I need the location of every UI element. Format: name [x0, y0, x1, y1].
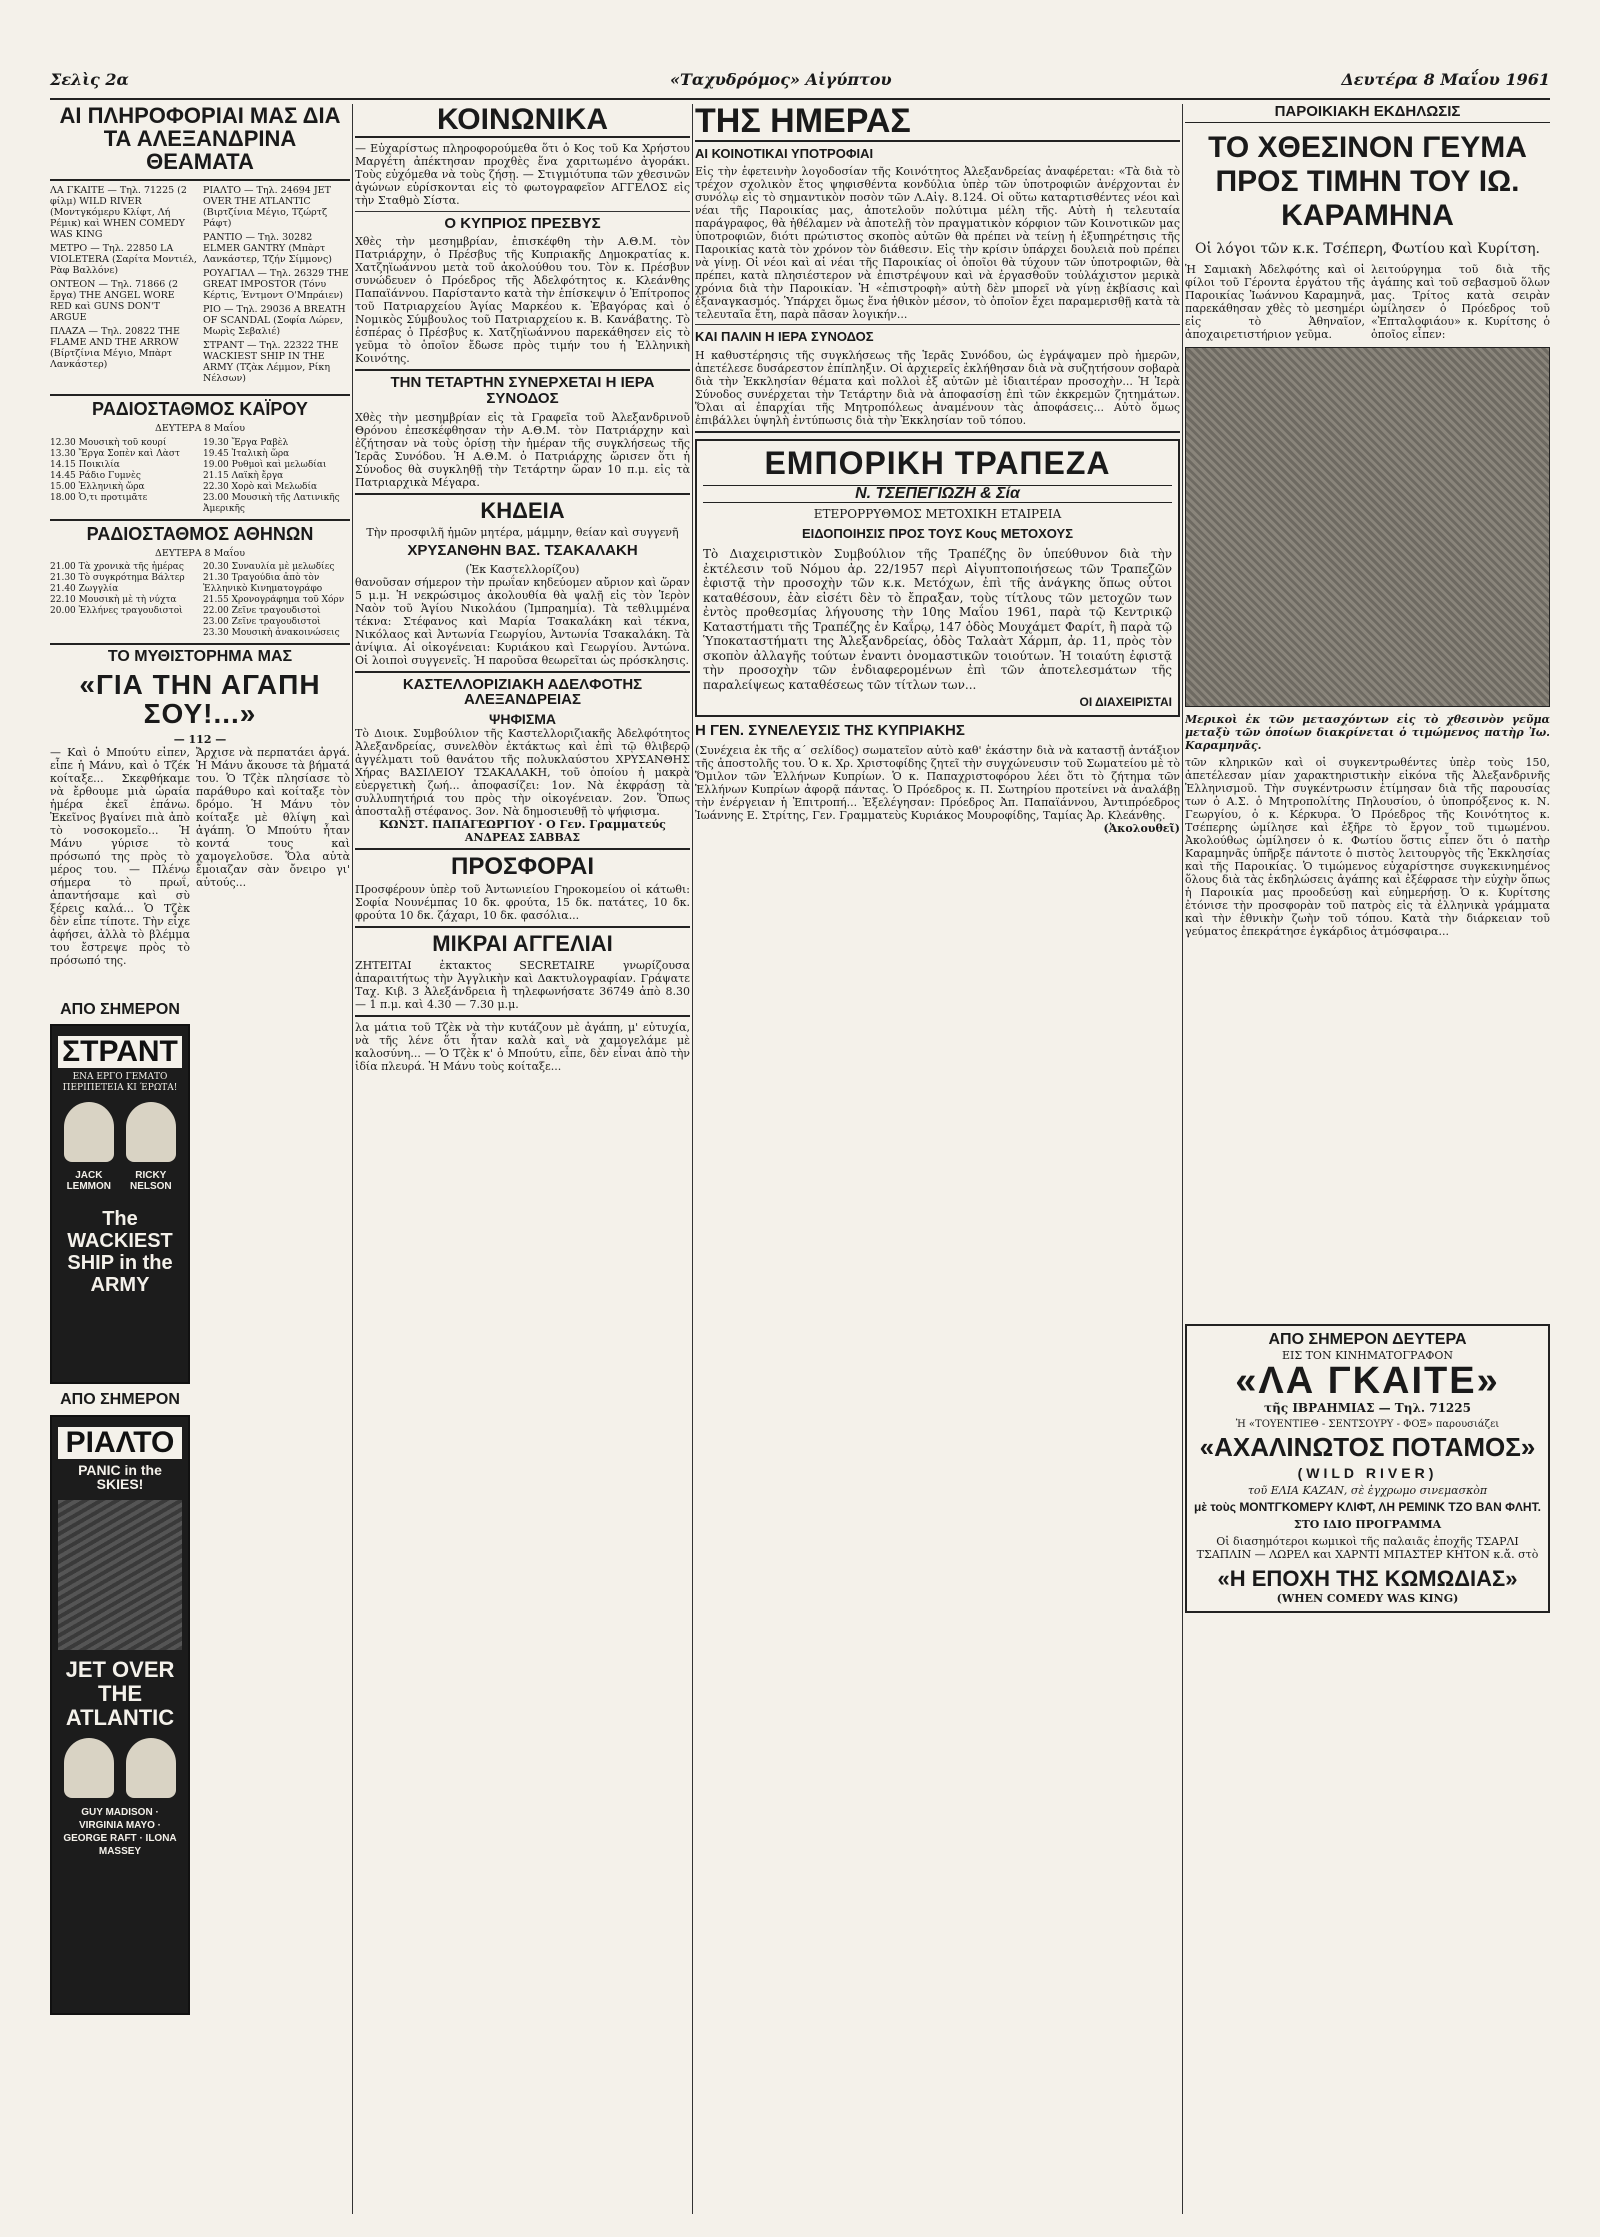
schedule-item: 23.00 Ζεῖνε τραγουδιστοὶ — [203, 617, 321, 628]
novel-text: — Καὶ ὁ Μπούτυ εἶπεν, εἶπε ἡ Μάνυ, καὶ ὁ Τζέκ κοίταξε... Σκεφθήκαμε νὰ ἔρθουμε μιὰ ὡραία ἡμέρα ἐκεῖ ἐπάνω. Ἐκεῖνος βγαίνει πιὰ ἀπὸ τὸ νοσοκομεῖο... Ἡ Μάνυ γύρισε τὸ πρόσωπό της πρὸς τὸ μέρος του. — Πλένω σήμερα τὸ πρωΐ, ἀπαντήσαμε καὶ σὺ ξέρεις καλά... Ὁ Τζὲκ δὲν εἶπε τίποτε. Τὴν εἶχε ἀφήσει, ἀλλὰ τὸ βλέμμα του ἔστρεψε πρὸς τὸ πρόσωπό της. — [50, 745, 190, 967]
apo-simeron-label: ΑΠΟ ΣΗΜΕΡΟΝ — [60, 1000, 180, 1018]
issue-date: Δευτέρα 8 Μαΐου 1961 — [1341, 70, 1550, 89]
geuma-intro: Ἡ Σαμιακὴ Ἀδελφότης καὶ οἱ φίλοι τοῦ Γέροντα ἐργάτου τῆς Παροικίας Ἰωάννου Καραμηνᾶ, παρεκάθησαν χθὲς τὸ μεσημέρι εἰς τὸ Ἀθηναῖον, ἀποχαιρετιστήριον γεῦμα. — [1185, 262, 1365, 341]
ypotr-title: ΑΙ ΚΟΙΝΟΤΙΚΑΙ ΥΠΟΤΡΟΦΙΑΙ — [695, 145, 874, 161]
actor-portrait — [64, 1738, 114, 1798]
paroikiaki-heading: ΠΑΡΟΙΚΙΑΚΗ ΕΚΔΗΛΩΣΙΣ — [1185, 104, 1550, 123]
column-4 — [1185, 104, 1550, 2214]
ad-director: τοῦ ΕΛΙΑ ΚΑΖΑΝ, σὲ ἐγχρωμο σινεμασκὸπ — [1247, 1484, 1488, 1498]
kypriaki-text: (Συνέχεια ἐκ τῆς α΄ σελίδος) σωματεῖον αὐτὸ καθ' ἑκάστην διὰ νὰ καταστῇ ἀντάξιον τῆς ἀποστολῆς του. Ὁ κ. Χρ. Χριστοφίδης ζητεῖ τὴν συγχώνευσιν τοῦ Σωματείου μὲ τὸ Ὅμιλον τῶν Ἑλλήνων Κυπρίων. Ὁ κ. Παπαχριστοφόρου λέει ὅτι τὸ ζήτημα τῶν Ἑλλήνων Κυπρίων ἀφορᾷ πάντας. Ὁ Πρόεδρος κ. Π. Σωτηρίου προτείνει νὰ ἀναλάβῃ τὴν ἐνέργειαν ἡ Ἐπιτροπή... Ἐξελέγησαν: Πρόεδρος Ἀπ. Παπαϊάννου, Ἀντιπρόεδρος Ἰωάννης Ε. Στρίτης, Γεν. Γραμματεὺς Κυριάκος Μουροφίδης, Ταμίας Ἀρ. Κλεάνθης. — [695, 744, 1180, 823]
listing-item: ΟΝΤΕΟΝ — Τηλ. 71866 (2 ἔργα) THE ANGEL WORE RED καὶ GUNS DON'T ARGUE — [50, 279, 179, 324]
strand-tagline: ΕΝΑ ΕΡΓΟ ΓΕΜΑΤΟ ΠΕΡΙΠΕΤΕΙΑ ΚΙ ΈΡΩΤΑ! — [62, 1071, 178, 1093]
ad-film-title: «ΑΧΑΛΙΝΩΤΟΣ ΠΟΤΑΜΟΣ» — [1199, 1432, 1536, 1463]
ad-cinema-name: «ΛΑ ΓΚΑΙΤΕ» — [1235, 1359, 1500, 1402]
alex-title: ΑΙ ΠΛΗΡΟΦΟΡΙΑΙ ΜΑΣ ΔΙΑ ΤΑ ΑΛΕΞΑΝΔΡΙΝΑ ΘΕΑΜΑΤΑ — [59, 104, 341, 175]
schedule-item: 23.00 Μουσικὴ τῆς Λατινικῆς Ἀμερικῆς — [203, 492, 340, 514]
radio-athens-day: ΔΕΥΤΕΡΑ 8 Μαΐου — [154, 547, 246, 559]
column-divider — [352, 104, 353, 2214]
geuma-text: τῶν κληρικῶν καὶ οἱ συγκεντρωθέντες ὑπὲρ τοὺς 150, ἀπετέλεσαν μίαν χαρακτηριστικὴν εἰκόνα τῆς Ἀλεξανδρινῆς Ἑλληνισμοῦ. Τὴν συγκέντρωσιν ἐτίμησαν διὰ τῆς παρουσίας των ὁ Α.Σ. ὁ Μητροπολίτης Πηλουσίου, ὁ ὑποπρόξενος κ. Ν. Γεωργίου, ὁ κ. Κέρκυρα. Ὁ Πρόεδρος τῆς Κοινότητος κ. Τσέπερης ὡμίλησε καὶ ἐξῆρε τὸ ἔργον τοῦ τιμωμένου. Ἀκολούθως ὡμίλησεν ὁ κ. Φωτίου ὅστις εἶπεν ὅτι ὁ πατὴρ Καραμηνᾶς ὑπῆρξε πάντοτε ὁ πιστὸς λειτουργὸς τῆς Ἐκκλησίας καὶ τῆς Παροικίας. Ὁ τιμώμενος εὐχαρίστησε συγκεκινημένος ὅλους διὰ τὰς ἐκδηλώσεις ἀγάπης καὶ ἐξέφρασε τὴν εὐχὴν ὅπως ἡ Παροικία μας προοδεύσῃ καὶ εὐημερήσῃ. Ὁ κ. Κυρίτσης ἐτόνισε τὴν προσφορὰν τοῦ πατρὸς εἰς τὰ ἑλληνικὰ γράμματα καὶ τὴν ἐθνικὴν ζωὴν τοῦ τόπου. Κατὰ τὴν διάρκειαν τοῦ γεύματος ἐπεκράτησε ἐγκάρδιος ἀτμόσφαιρα... — [1185, 755, 1550, 938]
paper-name: «Ταχυδρόμος» Αἰγύπτου — [670, 70, 892, 89]
schedule-item: 19.45 Ἰταλικὴ ὥρα — [203, 448, 290, 459]
novel-label: ΤΟ ΜΥΘΙΣΤΟΡΗΜΑ ΜΑΣ — [107, 648, 293, 666]
schedule-item: 21.30 Τὸ συγκρότημα Βάλτερ — [50, 573, 185, 584]
geuma-subtitle: Οἱ λόγοι τῶν κ.κ. Τσέπερη, Φωτίου καὶ Κυρίτση. — [1194, 240, 1541, 257]
novel-continuation: λα μάτια τοῦ Τζὲκ νὰ τὴν κυτάζουν μὲ ἀγάπη, μ' εὐτυχία, νὰ τῆς λένε ὅτι ἦταν καλὰ καὶ νὰ χαμογελάμε μὲ καλοσύνη... — Ὁ Τζὲκ κ' ὁ Μπούτυ, εἶπε, δὲν εἶναι ἀπὸ τὴν ἰδία πλευρά. Ἡ Μάνυ τοὺς κοίταξε... — [355, 1021, 690, 1074]
schedule-item: 20.00 Ἑλλήνες τραγουδιστοὶ — [50, 606, 183, 617]
kideia-intro: Τὴν προσφιλῆ ἡμῶν μητέρα, μάμμην, θείαν καὶ συγγενῆ — [366, 525, 679, 539]
la-gaite-ad — [1185, 1324, 1550, 1613]
kastello-text: Τὸ Διοικ. Συμβούλιον τῆς Καστελλοριζιακῆς Ἀδελφότητος Ἀλεξανδρείας, συνελθὸν ἐκτάκτως καὶ ἐπὶ τῷ θλιβερῷ ἀγγέλματι τοῦ θανάτου τῆς πολυκλαύστου ΧΡΥΣΑΝΘΗΣ Χήρας ΒΑΣΙΛΕΙΟΥ ΤΣΑΚΑΛΑΚΗ, τοῦ ὁποίου ἡ μακρὰ εὐεργετικὴ ζωή... ἀποφασίζει: 1ον. Νὰ ἐκφράσῃ τὰ συλλυπητήριά του πρὸς τὴν οἰκογένειαν. 2ον. Ὅπως ἀποσταλῇ στέφανος. 3ον. Νὰ δημοσιευθῇ τὸ ψήφισμα. — [355, 726, 690, 818]
ypotr-text: Εἰς τὴν ἐφετεινὴν λογοδοσίαν τῆς Κοινότητος Ἀλεξανδρείας ἀναφέρεται: «Τὰ διὰ τὸ τρέχον σχολικὸν ἔτος ψηφισθέντα κονδύλια ὑπὲρ τῶν ὑποτροφιῶν ἀνέρχονται ἐν συνόλῳ εἰς τὸ σημαντικὸν ποσὸν τῶν Λ.Αἰγ. 8.124. Οἱ οὕτω καταρτισθέντες νέοι καὶ νέαι τῆς Παροικίας μας, ἀποτελοῦν πολύτιμα μέλη τῆς. Αὐτὴ ἡ τελευταία παράγραφος, θὰ ἠθέλαμεν νὰ ἀποτελῇ τὸν πραγματικὸν κόρφιον τῶν Κοινοτικῶν μας ὑποτροφιῶν, διότι πρώτιστος σκοπὸς αὐτῶν θὰ πρέπει νὰ τείνῃ ἡ ἐξυπηρέτησις τῆς Παροικίας κατὰ τὸν χρόνον τὸν διάθεσιν. Εἰς τὴν κρίσιν ὑπάρχει δουλειὰ ποὺ πρέπει νὰ γίνῃ. Οἱ νέοι καὶ αἱ νέαι τῆς Παροικίας οἱ ὁποῖοι θὰ τύχουν τῶν ὑποτροφιῶν, θὰ πρέπει, κατὰ πλησιέστερον νὰ ἐπιστρέψουν καὶ νὰ ἐργασθοῦν τοὐλάχιστον μερικὰ χρόνια διὰ τὴν Παροικίαν. Ἡ «ἐπιστροφὴ» αὐτὴ δὲν μπορεῖ νὰ γίνῃ ἐκβίασις καὶ ἐξαναγκασμός. Ὑπάρχει ὅμως ἕνα ἠθικὸν μέσον, τὸ ὁποῖον ἔχει παραμερισθῇ κατὰ τὰ τελευταῖα ἔτη, παρὰ πᾶσαν λογικήν... — [695, 165, 1180, 322]
schedule-item: 23.30 Μουσικὴ ἀνακοινώσεις — [203, 628, 340, 639]
actor-portrait — [126, 1102, 176, 1162]
ad-stars: μὲ τοὺς ΜΟΝΤΓΚΟΜΕΡΥ ΚΛΙΦΤ, ΛΗ ΡΕΜΙΝΚ ΤΖΟ ΒΑΝ ΦΛΗΤ. — [1194, 1500, 1541, 1515]
radio-cairo-title: ΡΑΔΙΟΣΤΑΘΜΟΣ ΚΑΪΡΟΥ — [92, 399, 308, 420]
listing-item: ΡΙΟ — Τηλ. 29036 A BREATH OF SCANDAL (Σοφία Λώρεν, Μωρὶς Σεβαλιέ) — [203, 304, 346, 338]
ad-film2-title: «Η ΕΠΟΧΗ ΤΗΣ ΚΩΜΩΔΙΑΣ» — [1217, 1566, 1518, 1592]
schedule-item: 20.30 Συναυλία μὲ μελωδίες — [203, 562, 335, 573]
schedule-item: 22.30 Χορὸ καὶ Μελωδία — [203, 481, 318, 492]
ad-studio: Ἡ «ΤΟΥΕΝΤΙΕΘ - ΣΕΝΤΣΟΥΡΥ - ΦΟΞ» παρουσιάζει — [1235, 1419, 1500, 1431]
bank-text: Τὸ Διαχειριστικὸν Συμβούλιον τῆς Τραπέζης ὃν ὑπεύθυνον διὰ τὴν ἐκτέλεσιν τοῦ Νόμου ἀρ. 22/1957 περὶ Αἰγυπτοποιήσεως τῶν Τραπεζῶν ἐφιστᾷ τὴν προσοχὴν τῶν κ.κ. Μετόχων, ἐπὶ τῆς ἀνάγκης ὅπως οὗτοι καταθέσουν, ἐὰν εἰσέτι δὲν τὸ ἔπραξαν, τοὺς τίτλους τῶν μετοχῶν των ἐντὸς προθεσμίας λήγουσης τὴν 10ης Μαΐου 1961, παρὰ τῷ Κεντρικῷ Καταστήματι τῆς Τραπέζης ἐν Καΐρῳ, 147 ὁδὸς Μουχάμετ Φαρίτ, ἢ παρὰ τῷ Ὑποκαταστήματι της Ἀλεξανδρείας, ὁδὸς Ταλαὰτ Χάρμπ, ἀρ. 11, πρὸς τὸν σκοπὸν ἀλλαγῆς τούτων ἐναντι ὀνομαστικῶν τοιούτων. Ἡ τοιαύτη ἐφιστᾷ τὴν προσοχὴν τῶν ἐνδιαφερομένων ἐπὶ τῶν ἀποτελεσμάτων τῆς παραλείψεως καταθέσεως τῶν τίτλων των... — [703, 547, 1172, 692]
photo-caption: Μερικοὶ ἐκ τῶν μετασχόντων εἰς τὸ χθεσινὸν γεῦμα μεταξὺ τῶν ὁποίων διακρίνεται ὁ τιμώμενος πατὴρ Ἰω. Καραμηνᾶς. — [1185, 712, 1550, 752]
strand-cinema-name: ΣΤΡΑΝΤ — [58, 1036, 182, 1068]
ad-comedians: Οἱ διασημότεροι κωμικοὶ τῆς παλαιᾶς ἐποχῆς ΤΣΑΡΛΙ ΤΣΑΠΛΙΝ — ΛΩΡΕΛ και ΧΑΡΝΤΙ ΜΠΑΣΤΕΡ ΚΗΤΟΝ κ.ἄ. στὸ — [1196, 1535, 1539, 1562]
radio-cairo-day: ΔΕΥΤΕΡΑ 8 Μαΐου — [154, 423, 246, 435]
page-number: Σελὶς 2α — [50, 70, 129, 89]
radio-athens-title: ΡΑΔΙΟΣΤΑΘΜΟΣ ΑΘΗΝΩΝ — [86, 523, 314, 544]
tis-imeras-heading: ΤΗΣ ΗΜΕΡΑΣ — [695, 104, 1180, 142]
schedule-item: 13.30 Ἔργα Σοπὲν καὶ Λὰστ — [50, 448, 180, 459]
schedule-item: 19.30 Ἔργα Ραβὲλ — [203, 437, 289, 448]
rialto-panic-tagline: PANIC in the SKIES! — [78, 1461, 162, 1493]
listing-item: ΡΙΑΛΤΟ — Τηλ. 24694 JET OVER THE ATLANTIC (Βιρτζίνια Μέγιο, Τζώρτζ Ράφτ) — [203, 185, 331, 230]
kideia-origin: (Ἐκ Καστελλορίζου) — [465, 562, 580, 576]
column-divider — [1182, 104, 1183, 2214]
prosforai-heading: ΠΡΟΣΦΟΡΑΙ — [450, 852, 594, 880]
bank-notice — [695, 439, 1180, 717]
rialto-film-title: JET OVER THE ATLANTIC — [65, 1657, 175, 1731]
synedr-title: ΤΗΝ ΤΕΤΑΡΤΗΝ ΣΥΝΕΡΧΕΤΑΙ Η ΙΕΡΑ ΣΥΝΟΔΟΣ — [390, 374, 655, 407]
bank-firm: Ν. ΤΣΕΠΕΓΙΩΖΗ & Σία — [703, 485, 1172, 504]
schedule-item: 21.55 Χρονογράφημα τοῦ Χόρν — [203, 595, 345, 606]
koinonika-text: — Εὐχαρίστως πληροφορούμεθα ὅτι ὁ Κος τοῦ Κα Χρήστου Μαργέτη ἀπέκτησαν προχθὲς ἕνα χαριτωμένο ἀγοράκι. Τοὺς εὐχόμεθα νὰ τοὺς ζήσῃ. — Στιγμιότυπα τῶν χθεσινῶν ἀγώνων εὑρίσκονται εἰς τὸ φωτογραφεῖον ΑΓΓΕΛΟΣ εἰς τὴν Σταθμὸ Σίστα. — [355, 141, 690, 207]
ad-film-title-en: (WILD RIVER) — [1297, 1464, 1438, 1481]
rialto-ad — [50, 1415, 190, 2015]
schedule-item: 22.10 Μουσικὴ μὲ τὴ νύχτα — [50, 595, 177, 606]
prosforai-text: Προσφέρουν ὑπὲρ τοῦ Ἀντωνιείου Γηροκομείου οἱ κάτωθι: Σοφία Νουνέμπας 10 δκ. φρούτα, 15 δκ. πατάτες, 10 δκ. φρούτα 10 δκ. ζάχαρι, 10 δκ. φασόλια... — [355, 882, 690, 922]
rialto-cinema-name: ΡΙΑΛΤΟ — [58, 1427, 182, 1459]
radio-athens-schedule — [50, 562, 350, 639]
kastello-title: ΚΑΣΤΕΛΛΟΡΙΖΙΑΚΗ ΑΔΕΛΦΟΤΗΣ ΑΛΕΞΑΝΔΡΕΙΑΣ — [402, 675, 643, 709]
schedule-item: 14.15 Ποικιλία — [50, 459, 120, 470]
kypriaki-title: Η ΓΕΝ. ΣΥΝΕΛΕΥΣΙΣ ΤΗΣ ΚΥΠΡΙΑΚΗΣ — [695, 721, 965, 739]
synodos-title: ΚΑΙ ΠΑΛΙΝ Η ΙΕΡΑ ΣΥΝΟΔΟΣ — [695, 329, 874, 345]
koinonika-heading: ΚΟΙΝΩΝΙΚΑ — [355, 104, 690, 138]
dinner-photo — [1185, 347, 1550, 707]
novel-number: — 112 — — [173, 732, 227, 746]
schedule-item: 22.00 Ζεῖνε τραγουδιστοὶ — [203, 606, 321, 617]
schedule-item: 15.00 Ἑλληνικὴ ὥρα — [50, 481, 145, 492]
ad-from-today: ΑΠΟ ΣΗΜΕΡΟΝ ΔΕΥΤΕΡΑ — [1268, 1330, 1467, 1348]
ad-at-cinema: ΕΙΣ ΤΟΝ ΚΙΝΗΜΑΤΟΓΡΑΦΟΝ — [1281, 1348, 1454, 1362]
column-2 — [355, 104, 690, 2214]
strand-ad — [50, 1024, 190, 1384]
listing-item: ΜΕΤΡΟ — Τηλ. 22850 LA VIOLETERA (Σαρίτα Μοντιέλ, Ρὰφ Βαλλόνε) — [50, 243, 197, 277]
apo-simeron-label: ΑΠΟ ΣΗΜΕΡΟΝ — [60, 1391, 180, 1409]
radio-cairo-schedule — [50, 438, 350, 515]
geuma-title: ΤΟ ΧΘΕΣΙΝΟΝ ΓΕΥΜΑ ΠΡΟΣ ΤΙΜΗΝ ΤΟΥ ΙΩ. ΚΑΡΑΜΗΝΑ — [1208, 130, 1527, 232]
schedule-item: 21.00 Τὰ χρονικὰ τῆς ἡμέρας — [50, 562, 184, 573]
synodos-text: Η καθυστέρησις τῆς συγκλήσεως τῆς Ἱερᾶς Συνόδου, ὡς ἐγράψαμεν πρὸ ἡμερῶν, ἀπετέλεσε δυσάρεστον ἐπίπληξιν. Οἱ ἀρχιερεῖς ἐκλήθησαν διὰ νὰ συζητήσουν σοβαρὰ διὰ τὴν Ἐκκλησίαν θέματα καὶ πολλοὶ ἐξ αὐτῶν μὲ ἰδιαιτέραν προσοχὴν... Ἡ Ἱερὰ Σύνοδος συνέρχεται τὴν Τετάρτην διὰ νὰ ἀποφασίσῃ ἐπὶ τῶν ἐκκρεμῶν ζητημάτων. Ὅλαι αἱ ἐπαρχίαι τῆς Μητροπόλεως ἀναμένουν τὰς ἀποφάσεις... Αὐτὸ ὅμως ἐπιβάλλει ὑψηλὴ ἐντύπωσις διὰ τὴν Ἐκκλησίαν τοῦ τόπου. — [695, 348, 1180, 427]
schedule-item: 12.30 Μουσικὴ τοῦ κουρί — [50, 437, 167, 448]
actor-name: RICKY NELSON — [129, 1169, 172, 1192]
kastello-signatures: ΚΩΝΣΤ. ΠΑΠΑΓΕΩΡΓΙΟΥ · Ο Γεν. Γραμματεύς ΑΝΔΡΕΑΣ ΣΑΒΒΑΣ — [379, 817, 666, 844]
mikrai-heading: ΜΙΚΡΑΙ ΑΓΓΕΛΙΑΙ — [432, 930, 613, 956]
column-1 — [50, 104, 350, 2214]
synedr-text: Χθὲς τὴν μεσημβρίαν εἰς τὰ Γραφεῖα τοῦ Ἀλεξανδρινοῦ Θρόνου ἐπεσκέφθησαν τὴν Α.Θ.Μ. τὸν Πατριάρχην καὶ ἐζήτησαν νὰ τοὺς ὁρίσῃ τὴν ἡμέραν τῆς συγκλήσεως τῆς Ἱερᾶς Συνόδου. Ἡ Α.Θ.Μ. ὁ Πατριάρχης ὥρισεν ὅτι ἡ Σύνοδος θὰ συγκληθῇ τὴν Τετάρτην ὥραν 10 π.μ. εἰς τὰ Πατριαρχικὰ Μέγαρα. — [355, 410, 690, 489]
cinema-listings — [50, 185, 350, 390]
kideia-heading: ΚΗΔΕΙΑ — [480, 497, 565, 523]
schedule-item: 14.45 Ράδιο Γυμνὲς — [50, 470, 141, 481]
schedule-item: 21.30 Τραγούδια ἀπὸ τὸν Ἑλληνικὸ Κινηματογράφο — [203, 573, 323, 595]
schedule-item: 21.40 Ζωγγλία — [50, 584, 119, 595]
kideia-text: θανοῦσαν σήμερον τὴν πρωΐαν κηδεύομεν αὔριον καὶ ὥραν 5 μ.μ. Ἡ νεκρώσιμος ἀκολουθία θὰ ψαλῇ εἰς τὸν Ἱερὸν Ναὸν τοῦ Ἁγίου Νικολάου (Ἰμπραημία). Τὰ τεθλιμμένα τέκνα: Στέφανος καὶ Μαρία Τσακαλάκη καὶ τέκνα, Νικόλαος καὶ Ἀντωνία Γεωργίου, Ἀντωνία Τσακαλάκη. Τὰ ἀνίψια. Αἱ οἰκογένειαι: Κυριάκου καὶ Γεωργίου. Ἀντώνα. Οἱ λοιποὶ συγγενεῖς. Ἡ παροῦσα θεωρεῖται ὡς πρόσκλησις. — [355, 575, 690, 667]
ad-same-program: ΣΤΟ ΙΔΙΟ ΠΡΟΓΡΑΜΜΑ — [1293, 1518, 1442, 1532]
listing-item: ΛΑ ΓΚΑΙΤΕ — Τηλ. 71225 (2 φίλμ) WILD RIVER (Μοντγκόμερυ Κλίφτ, Λή Ρέμικ) καὶ WHEN COMEDY WAS KING — [50, 185, 187, 241]
schedule-item: 19.00 Ρυθμοὶ καὶ μελωδίαι — [203, 459, 327, 470]
bank-signature: ΟΙ ΔΙΑΧΕΙΡΙΣΤΑΙ — [1079, 695, 1172, 709]
ad-film2-title-en: (WHEN COMEDY WAS KING) — [1276, 1592, 1459, 1606]
column-3 — [695, 104, 1180, 2214]
continued-label: (Ἀκολουθεῖ) — [1103, 822, 1180, 836]
geuma-intro: λειτούργημα τοῦ διὰ τῆς ἀγάπης καὶ τοῦ σεβασμοῦ ὅλων μας. Τρίτος κατὰ σειρὰν ὡμίλησεν ὁ Πρόεδρος τοῦ «Ἑπταλοφιάου» κ. Κυρίτσης ὁ ὁποῖος εἶπεν: — [1371, 262, 1550, 341]
listing-item: ΣΤΡΑΝΤ — Τηλ. 22322 THE WACKIEST SHIP IN THE ARMY (Τζὰκ Λέμμον, Ρίκη Νέλσων) — [203, 340, 339, 385]
listing-item: ΡΟΥΑΓΙΑΛ — Τηλ. 26329 THE GREAT IMPOSTOR (Τόνυ Κέρτις, Έντμοντ Ο'Μπράιεν) — [203, 268, 349, 302]
kideia-name: ΧΡΥΣΑΝΘΗΝ ΒΑΣ. ΤΣΑΚΑΛΑΚΗ — [407, 541, 638, 559]
psifisma-heading: ΨΗΦΙΣΜΑ — [489, 711, 556, 728]
presvys-title: Ο ΚΥΠΡΙΟΣ ΠΡΕΣΒΥΣ — [444, 214, 601, 232]
novel-text: Ἄρχισε νὰ περπατάει ἀργά. Ἡ Μάνυ ἄκουσε τὰ βήματά του. Ὁ Τζὲκ πλησίασε τὸ παράθυρο καὶ κοίταξε τὸν δρόμο. Ἡ Μάνυ τὸν κοίταξε μὲ θλίψη καὶ ἀγάπη. Ὁ Μπούτυ ἦταν κοντά τους καὶ χαμογελοῦσε. Ὅλα αὐτὰ ἔμοιαζαν σὰν ὄνειρο γι' αὐτούς... — [196, 745, 350, 889]
bank-title: ΕΜΠΟΡΙΚΗ ΤΡΑΠΕΖΑ — [764, 444, 1111, 481]
column-divider — [692, 104, 693, 2214]
actor-portrait — [126, 1738, 176, 1798]
mikrai-text: ΖΗΤΕΙΤΑΙ ἐκτακτος SECRETAIRE γνωρίζουσα ἀπαραιτήτως τὴν Ἀγγλικὴν καὶ Δακτυλογραφίαν. Γράψατε Ταχ. Κιβ. 3 Ἀλεξάνδρεια ἢ τηλεφωνήσατε 36749 ἀπὸ 8.30 — 1 π.μ. καὶ 4.30 — 7.30 μ.μ. — [355, 959, 690, 1012]
plane-illustration — [58, 1500, 182, 1650]
presvys-text: Χθὲς τὴν μεσημβρίαν, ἐπισκέφθη τὴν Α.Θ.Μ. τὸν Πατριάρχην, ὁ Πρέσβυς τῆς Κυπριακῆς Δημοκρατίας κ. Χατζηϊωάννου μετὰ τοῦ ἀκολούθου του. Τὸν κ. Πρέσβυν συνώδευεν ὁ Πρόεδρος τῆς Ἀδελφότητος κ. Κλεάνθης Παπαϊάννου. Παρίσταντο κατὰ τὴν ἐπίσκεψιν ὁ Ἐπίτροπος τοῦ Πατριαρχείου Ἁγίας Μαρκέου κ. Ἐβαγόρας καὶ ὁ Νομικὸς Σύμβουλος τοῦ Πατριαρχείου κ. Β. Κανάβατης. Τὸ ἑσπέρας ὁ Πρέσβυς κ. Χατζηϊωάννου παρεκάθησεν εἰς τὸ γεῦμα τὸ ὁποῖον ἔδωσε πρὸς τιμήν του ἡ Ἑλληνικὴ Κοινότης. — [355, 235, 690, 366]
strand-film-title: The WACKIEST SHIP in the ARMY — [67, 1207, 173, 1296]
listing-item: ΡΑΝΤΙΟ — Τηλ. 30282 ELMER GANTRY (Μπὰρτ Λανκάστερ, Τζήν Σίμμονς) — [203, 232, 332, 266]
actor-portrait — [64, 1102, 114, 1162]
listing-item: ΠΛΑΖΑ — Τηλ. 20822 THE FLAME AND THE ARROW (Βίρτζίνια Μέγιο, Μπὰρτ Λανκάστερ) — [50, 326, 180, 371]
schedule-item: 21.15 Λαϊκὴ ἔργα — [203, 470, 284, 481]
schedule-item: 18.00 Ὁ,τι προτιμᾶτε — [50, 492, 148, 503]
masthead — [50, 60, 1550, 100]
rialto-cast: GUY MADISON · VIRGINIA MAYO · GEORGE RAFT · ILONA MASSEY — [63, 1807, 177, 1858]
novel-title: «ΓΙΑ ΤΗΝ ΑΓΑΠΗ ΣΟΥ!...» — [79, 668, 321, 730]
bank-notice-title: ΕΙΔΟΠΟΙΗΣΙΣ ΠΡΟΣ ΤΟΥΣ Κους ΜΕΤΟΧΟΥΣ — [801, 526, 1074, 542]
actor-name: JACK LEMMON — [66, 1169, 112, 1192]
bank-subtitle: ΕΤΕΡΟΡΡΥΘΜΟΣ ΜΕΤΟΧΙΚΗ ΕΤΑΙΡΕΙΑ — [813, 507, 1062, 522]
ad-address: τῆς ΙΒΡΑΗΜΙΑΣ — Τηλ. 71225 — [1264, 1401, 1471, 1416]
